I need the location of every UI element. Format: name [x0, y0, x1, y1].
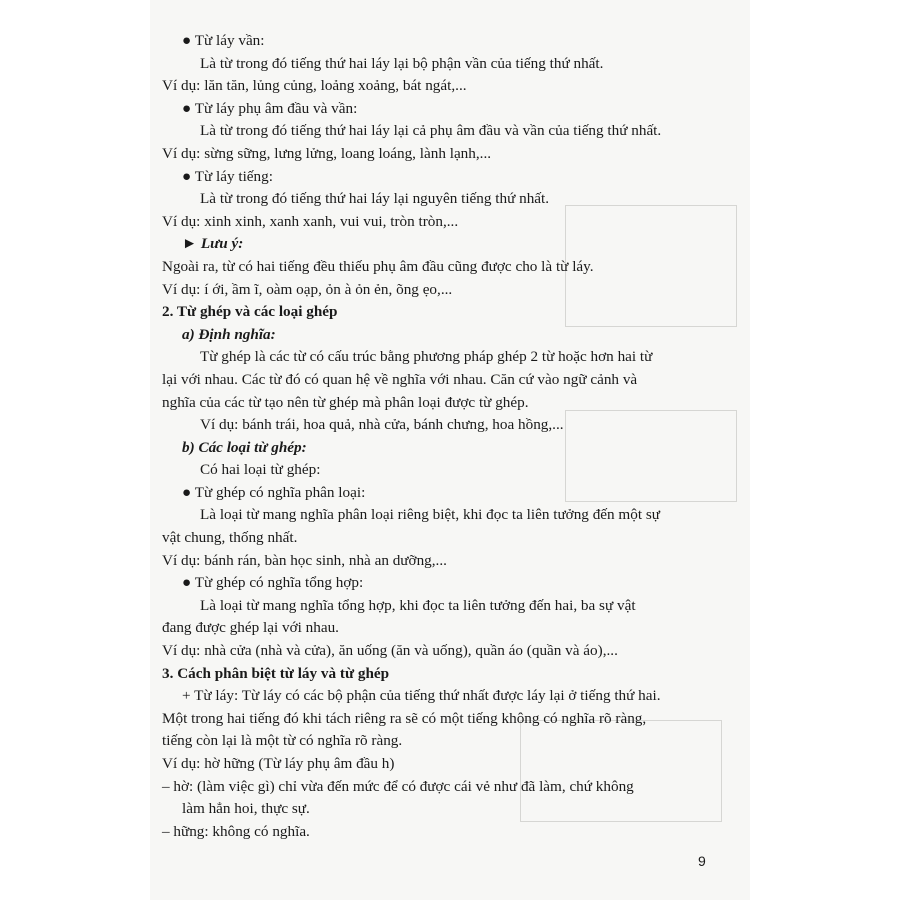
subsection-heading: a) Định nghĩa: — [182, 325, 276, 343]
text-line: + Từ láy: Từ láy có các bộ phận của tiếng thứ nhất được láy lại ở tiếng thứ hai. — [182, 687, 661, 705]
text-line: Ví dụ: bánh trái, hoa quả, nhà cửa, bánh chưng, hoa hồng,... — [200, 416, 564, 434]
text-line: làm hẳn hoi, thực sự. — [182, 800, 310, 818]
text-line: ● Từ láy tiếng: — [182, 167, 273, 185]
text-line: đang được ghép lại với nhau. — [162, 619, 339, 637]
text-line: Là loại từ mang nghĩa phân loại riêng biệt, khi đọc ta liên tưởng đến một sự — [200, 506, 660, 524]
text-line: Ví dụ: lăn tăn, lủng củng, loảng xoảng, bát ngát,... — [162, 77, 467, 95]
text-line: nghĩa của các từ tạo nên từ ghép mà phân loại được từ ghép. — [162, 393, 529, 411]
text-line: Là từ trong đó tiếng thứ hai láy lại cả phụ âm đầu và vần của tiếng thứ nhất. — [200, 122, 662, 140]
text-line: Có hai loại từ ghép: — [200, 461, 321, 479]
text-line: ● Từ ghép có nghĩa phân loại: — [182, 483, 366, 501]
text-line: tiếng còn lại là một từ có nghĩa rõ ràng. — [162, 732, 403, 750]
text-line: lại với nhau. Các từ đó có quan hệ về nghĩa với nhau. Căn cứ vào ngữ cảnh và — [162, 370, 638, 388]
text-line: vật chung, thống nhất. — [162, 529, 298, 547]
text-line: Ví dụ: bánh rán, bàn học sinh, nhà an dưỡng,... — [162, 551, 447, 569]
text-line: Ví dụ: nhà cửa (nhà và cửa), ăn uống (ăn và uống), quần áo (quần và áo),... — [162, 642, 618, 660]
text-line: Một trong hai tiếng đó khi tách riêng ra sẽ có một tiếng không có nghĩa rõ ràng, — [162, 709, 647, 727]
text-line: Là từ trong đó tiếng thứ hai láy lại bộ phận vần của tiếng thứ nhất. — [200, 54, 604, 72]
text-line: – hờ: (làm việc gì) chỉ vừa đến mức để có được cái vẻ như đã làm, chứ không — [162, 777, 634, 795]
text-line: Từ ghép là các từ có cấu trúc bằng phương pháp ghép 2 từ hoặc hơn hai từ — [200, 348, 653, 366]
section-heading: 3. Cách phân biệt từ láy và từ ghép — [162, 664, 390, 682]
text-line: ● Từ láy phụ âm đầu và vần: — [182, 99, 358, 117]
text-line: Ngoài ra, từ có hai tiếng đều thiếu phụ âm đầu cũng được cho là từ láy. — [162, 257, 594, 275]
subsection-heading: b) Các loại từ ghép: — [182, 438, 307, 456]
subsection-heading: ► Lưu ý: — [182, 235, 244, 253]
text-line: Là loại từ mang nghĩa tổng hợp, khi đọc ta liên tưởng đến hai, ba sự vật — [200, 596, 636, 614]
text-line: Ví dụ: xinh xinh, xanh xanh, vui vui, tròn tròn,... — [162, 212, 459, 230]
document-body — [162, 30, 722, 843]
text-line: Ví dụ: hờ hững (Từ láy phụ âm đầu h) — [162, 755, 395, 772]
text-line: ● Từ ghép có nghĩa tổng hợp: — [182, 574, 364, 592]
text-line: ● Từ láy vần: — [182, 32, 265, 49]
text-line: Ví dụ: sừng sững, lưng lửng, loang loáng, lành lạnh,... — [162, 144, 492, 162]
section-heading: 2. Từ ghép và các loại ghép — [162, 303, 338, 321]
text-line: Ví dụ: í ới, ầm ĩ, oàm oạp, ỏn à ỏn ẻn, õng ẹo,... — [162, 280, 453, 298]
page-number: 9 — [698, 853, 706, 869]
text-line: Là từ trong đó tiếng thứ hai láy lại nguyên tiếng thứ nhất. — [200, 190, 550, 208]
text-line: – hững: không có nghĩa. — [162, 822, 310, 840]
